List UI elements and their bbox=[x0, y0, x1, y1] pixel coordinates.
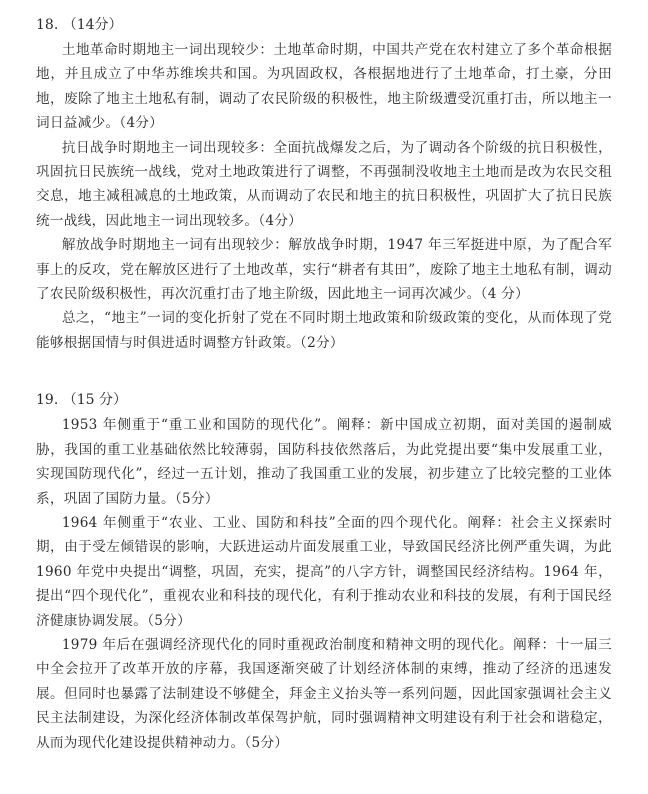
question-19-section bbox=[36, 389, 612, 755]
section-spacer bbox=[36, 355, 612, 389]
q18-paragraph-liberation-war: 解放战争时期地主一词有出现较少：解放战争时期，1947 年三军挺进中原，为了配合军事上的反攻，党在解放区进行了土地改革，实行“耕者有其田”，废除了地主土地私有制，调动了农民阶级积极性，再次沉重打击了地主阶级，因此地主一词再次减少。（4 分） bbox=[36, 237, 612, 303]
question-18-header: 18. （14分） bbox=[36, 17, 123, 33]
question-18-section bbox=[36, 14, 612, 355]
q19-paragraph-1979: 1979 年后在强调经济现代化的同时重视政治制度和精神文明的现代化。阐释：十一届三中全会拉开了改革开放的序幕，我国逐渐突破了计划经济体制的束缚，推动了经济的迅速发展。但同时也暴露了法制建设不够健全，拜金主义抬头等一系列问题，因此国家强调社会主义民主法制建设，为深化经济体制改革保驾护航，同时强调精神文明建设有利于社会和谐稳定，从而为现代化建设提供精神动力。（5分） bbox=[36, 636, 612, 751]
q18-paragraph-conclusion: 总之，“地主”一词的变化折射了党在不同时期土地政策和阶级政策的变化，从而体现了党能够根据国情与时俱进适时调整方针政策。（2分） bbox=[36, 310, 612, 351]
q19-paragraph-1964: 1964 年侧重于“农业、工业、国防和科技”全面的四个现代化。阐释：社会主义探索时期，由于受左倾错误的影响，大跃进运动片面发展重工业，导致国民经济比例严重失调，为此 1960 年党中央提出“调整，巩固，充实，提高”的八字方针，调整国民经济结构。1964 年，提出“四个现代化”，重视农业和科技的现代化，有利于推动农业和科技的发展，有利于国民经济健康协调发展。（5分） bbox=[36, 514, 612, 629]
q19-paragraph-1953: 1953 年侧重于“重工业和国防的现代化”。阐释：新中国成立初期，面对美国的遏制威胁，我国的重工业基础依然比较薄弱，国防科技依然落后，为此党提出要“集中发展重工业，实现国防现代化”，经过一五计划，推动了我国重工业的发展，初步建立了比较完整的工业体系，巩固了国防力量。（5分） bbox=[36, 417, 612, 507]
q18-paragraph-land-revolution: 土地革命时期地主一词出现较少：土地革命时期，中国共产党在农村建立了多个革命根据地，并且成立了中华苏维埃共和国。为巩固政权，各根据地进行了土地革命，打土豪，分田地，废除了地主土地私有制，调动了农民阶级的积极性，地主阶级遭受沉重打击，所以地主一词日益减少。（4分） bbox=[36, 42, 612, 132]
q18-paragraph-anti-japanese-war: 抗日战争时期地主一词出现较多：全面抗战爆发之后，为了调动各个阶级的抗日积极性，巩固抗日民族统一战线，党对土地政策进行了调整，不再强制没收地主土地而是改为农民交租交息，地主减租减息的土地政策，从而调动了农民和地主的抗日积极性，巩固扩大了抗日民族统一战线，因此地主一词出现较多。（4分） bbox=[36, 139, 612, 229]
question-19-header: 19. （15 分） bbox=[36, 392, 127, 409]
